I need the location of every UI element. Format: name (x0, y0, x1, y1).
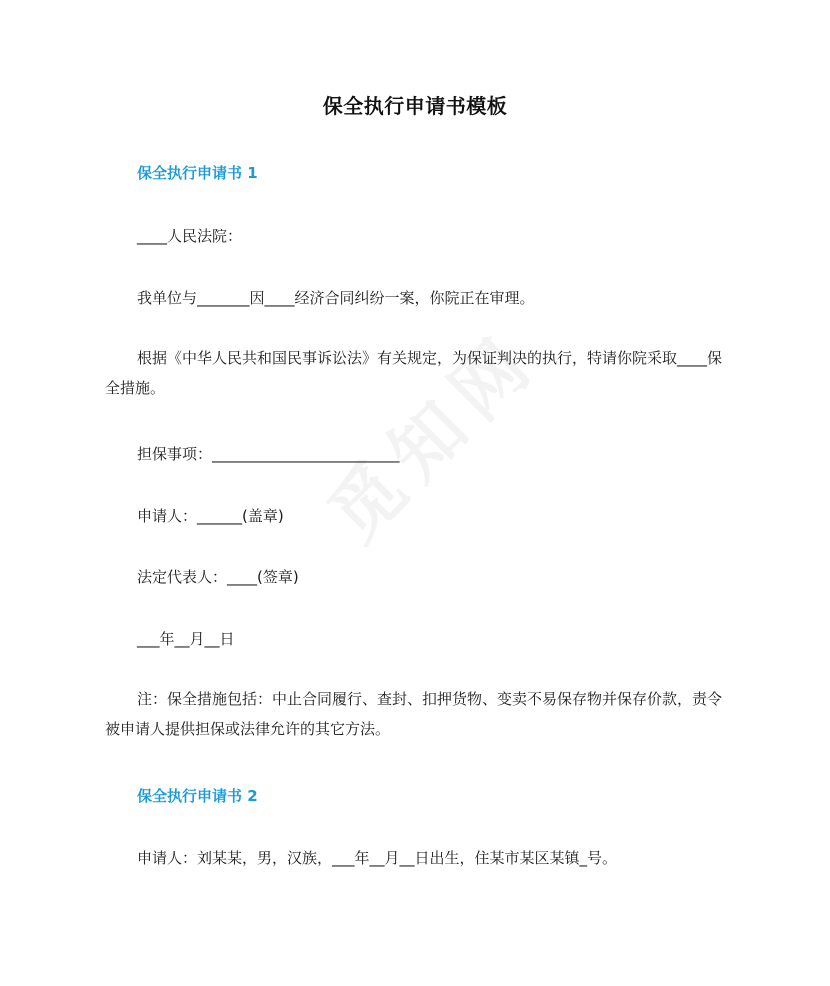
section1-heading: 保全执行申请书 1 (137, 164, 258, 182)
court-line: ____人民法院： (137, 227, 243, 245)
request-paragraph: 根据《中华人民共和国民事诉讼法》有关规定，为保证判决的执行，特请你院采取____保全措施。 (105, 349, 723, 397)
case-line: 我单位与_______因____经济合同纠纷一案，你院正在审理。 (137, 289, 535, 307)
applicant-signature-line: 申请人：______(盖章) (137, 507, 284, 525)
document-title: 保全执行申请书模板 (322, 94, 508, 118)
guarantee-line: 担保事项：_________________________ (137, 445, 400, 463)
representative-signature-line: 法定代表人：____(签章) (137, 568, 299, 586)
date-line: ___年__月__日 (137, 630, 235, 648)
note-paragraph: 注：保全措施包括：中止合同履行、查封、扣押货物、变卖不易保存物并保存价款，责令被申请人提供担保或法律允许的其它方法。 (105, 690, 723, 738)
section2-heading: 保全执行申请书 2 (137, 787, 258, 805)
section2-applicant-line: 申请人：刘某某，男，汉族，___年__月__日出生，住某市某区某镇_号。 (137, 849, 618, 867)
